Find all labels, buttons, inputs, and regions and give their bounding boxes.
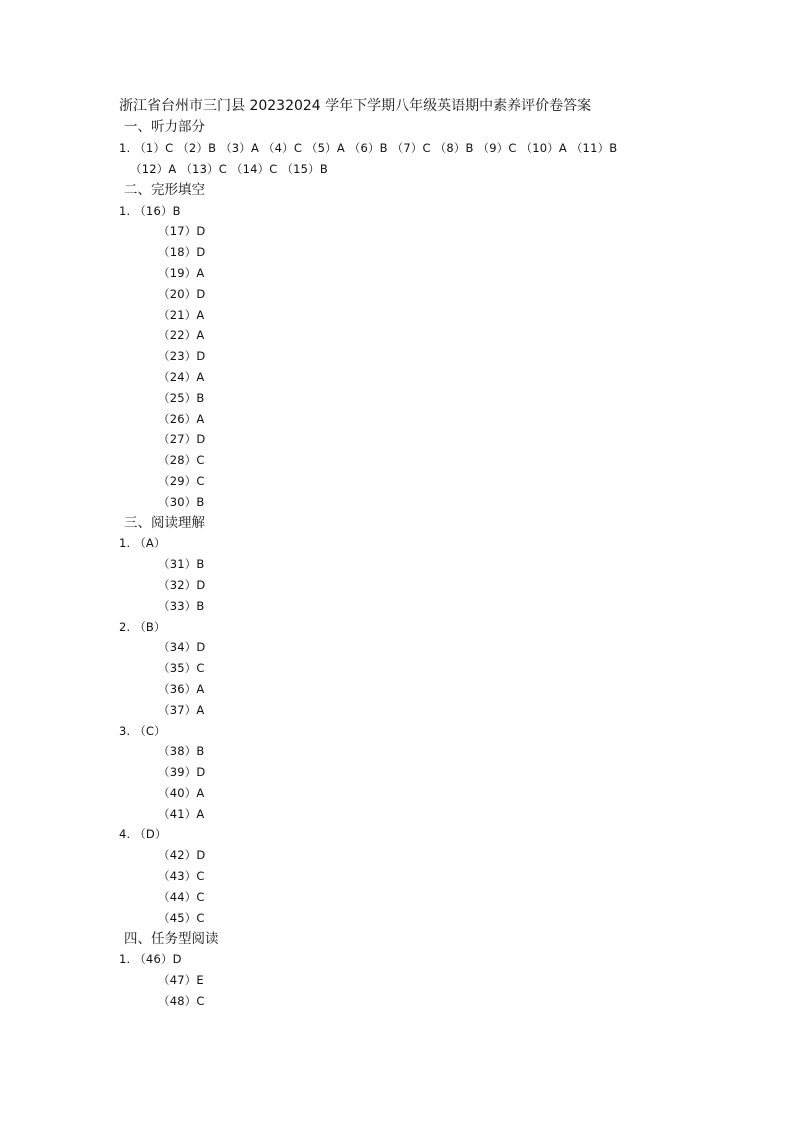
reading-answer: （40）A: [158, 786, 205, 800]
reading-answer: （44）C: [158, 890, 205, 904]
cloze-answer-first: 1. （16）B: [119, 204, 181, 218]
cloze-answer: （18）D: [158, 245, 206, 259]
reading-answer: （37）A: [158, 703, 205, 717]
cloze-answer: （25）B: [158, 391, 205, 405]
reading-group-label: 2. （B）: [119, 620, 166, 634]
task-reading-answer-first: 1. （46）D: [119, 952, 182, 966]
reading-answer: （33）B: [158, 599, 205, 613]
section-listening-heading: 一、听力部分: [124, 119, 205, 135]
cloze-answer: （24）A: [158, 370, 205, 384]
cloze-answer: （17）D: [158, 224, 206, 238]
reading-answer: （32）D: [158, 578, 206, 592]
section-cloze-heading: 二、完形填空: [124, 182, 205, 198]
cloze-answer: （20）D: [158, 287, 206, 301]
task-reading-answer: （47）E: [158, 973, 204, 987]
section-reading-heading: 三、阅读理解: [124, 515, 205, 531]
reading-answer: （42）D: [158, 848, 206, 862]
reading-answer: （45）C: [158, 911, 205, 925]
reading-group-label: 4. （D）: [119, 827, 167, 841]
reading-group-label: 3. （C）: [119, 724, 166, 738]
cloze-answer: （29）C: [158, 474, 205, 488]
cloze-answer: （19）A: [158, 266, 205, 280]
document-title: 浙江省台州市三门县 20232024 学年下学期八年级英语期中素养评价卷答案: [119, 98, 592, 114]
cloze-answer: （21）A: [158, 308, 205, 322]
cloze-answer: （26）A: [158, 412, 205, 426]
reading-answer: （38）B: [158, 744, 205, 758]
reading-answer: （34）D: [158, 640, 206, 654]
cloze-answer: （22）A: [158, 328, 205, 342]
task-reading-answer: （48）C: [158, 994, 205, 1008]
cloze-answer: （23）D: [158, 349, 206, 363]
reading-answer: （43）C: [158, 869, 205, 883]
reading-group-label: 1. （A）: [119, 536, 166, 550]
reading-answer: （39）D: [158, 765, 206, 779]
reading-answer: （35）C: [158, 661, 205, 675]
reading-answer: （36）A: [158, 682, 205, 696]
cloze-answer: （27）D: [158, 432, 206, 446]
listening-answers-line-1: 1. （1）C （2）B （3）A （4）C （5）A （6）B （7）C （8）B （9）C （10）A （11）B: [119, 141, 618, 155]
listening-answers-line-2: （12）A （13）C （14）C （15）B: [130, 162, 328, 176]
reading-answer: （31）B: [158, 557, 205, 571]
section-task-reading-heading: 四、任务型阅读: [124, 931, 219, 947]
cloze-answer: （30）B: [158, 495, 205, 509]
reading-answer: （41）A: [158, 807, 205, 821]
cloze-answer: （28）C: [158, 453, 205, 467]
